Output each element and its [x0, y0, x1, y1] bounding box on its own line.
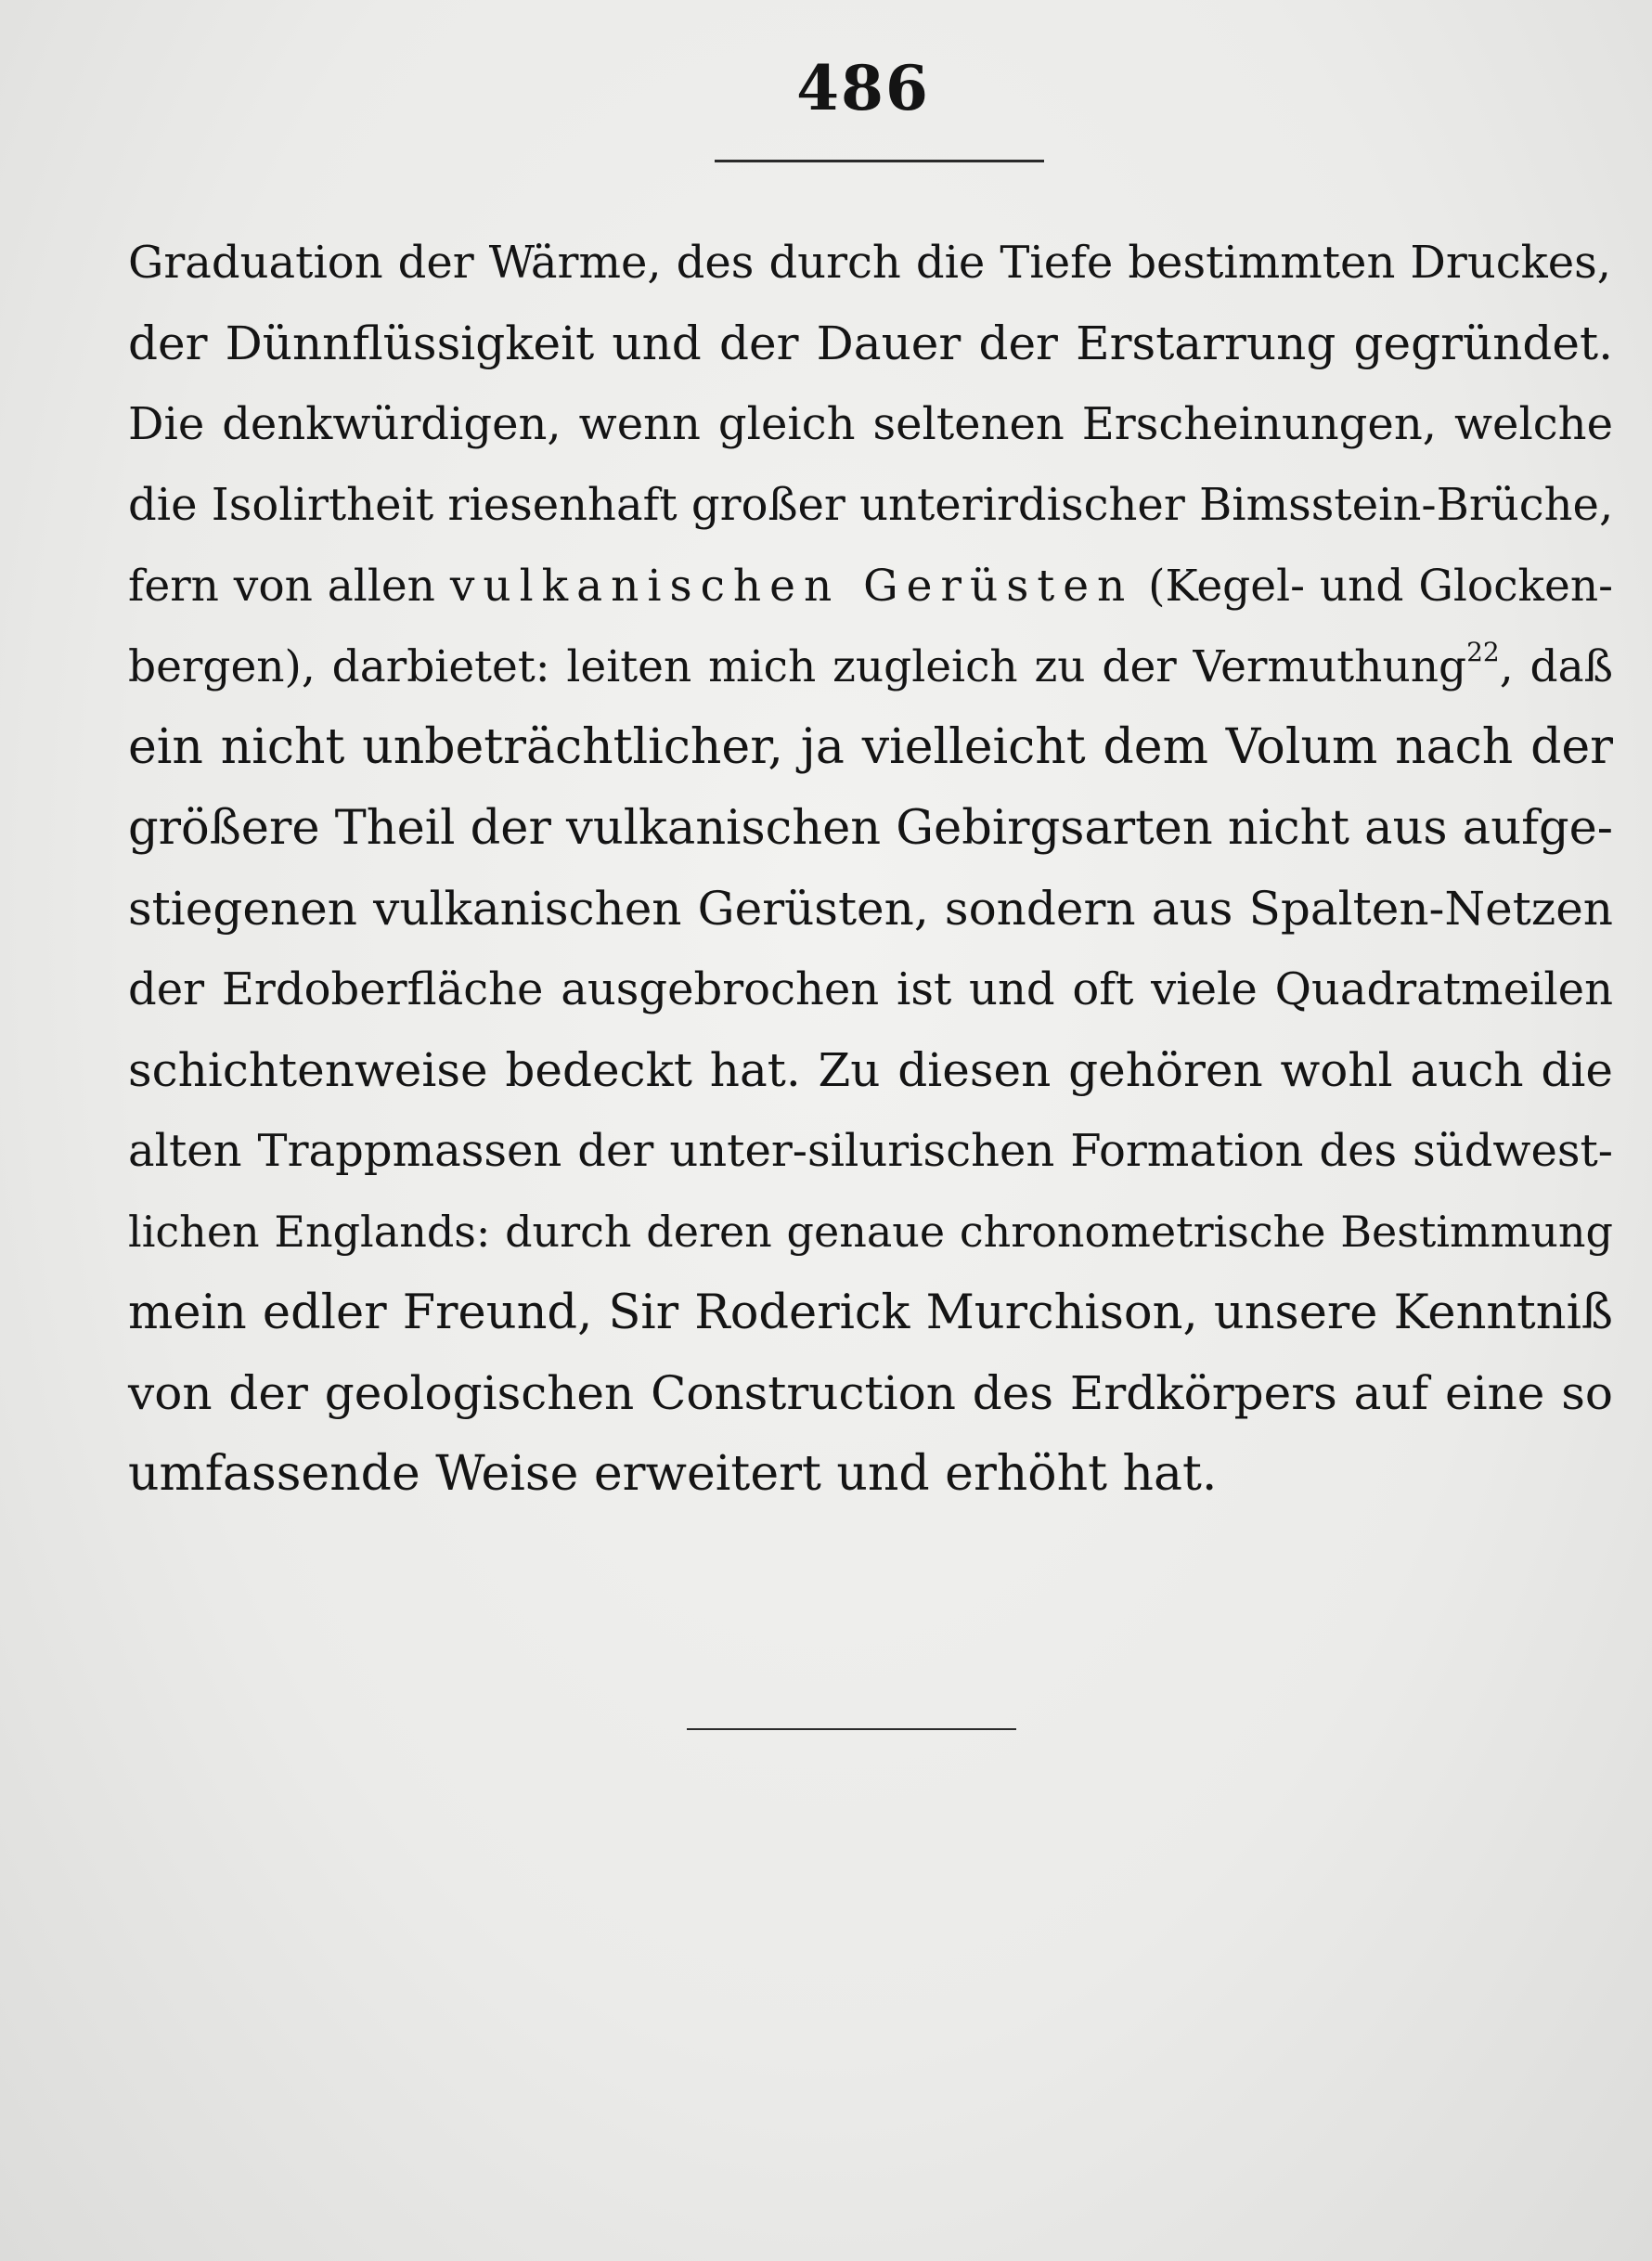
footnote-reference: 22 — [1466, 637, 1500, 667]
end-rule — [687, 1728, 1016, 1730]
text-line-9: stiegenen vulkanischen Gerüsten, sondern aus Spalten-Netzen — [128, 882, 1613, 936]
body-paragraph — [128, 223, 1613, 1515]
text-line-5-end: (Kegel- und Glocken- — [1148, 561, 1613, 612]
header-rule — [715, 160, 1044, 162]
text-line-14: mein edler Freund, Sir Roderick Murchison, unsere Kenntniß — [128, 1286, 1613, 1340]
text-line-3: Die denkwürdigen, wenn gleich seltenen Erscheinungen, welche — [128, 398, 1613, 450]
text-line-10: der Erdoberfläche ausgebrochen ist und oft viele Quadratmeilen — [128, 963, 1613, 1015]
text-line-6-start: bergen), darbietet: leiten mich zugleich zu der Vermuthung — [128, 641, 1467, 692]
text-line-8: größere Theil der vulkanischen Gebirgsarten nicht aus aufge- — [128, 801, 1614, 856]
text-line-5 — [128, 546, 1613, 627]
text-line-12: alten Trappmassen der unter-silurischen Formation des südwest- — [128, 1125, 1613, 1177]
text-line-7: ein nicht unbeträchtlicher, ja vielleicht dem Volum nach der — [128, 719, 1613, 775]
text-line-4: die Isolirtheit riesenhaft großer unterirdischer Bimsstein-Brüche, — [128, 479, 1614, 531]
text-line-1: Graduation der Wärme, des durch die Tiefe bestimmten Druckes, — [128, 237, 1611, 289]
text-line-15: von der geologischen Construction des Erdkörpers auf eine so — [128, 1366, 1613, 1420]
emphasized-phrase: vulkanischen Gerüsten — [449, 561, 1134, 612]
text-line-5-start: fern von allen — [128, 561, 435, 612]
text-line-6-end: , daß — [1499, 641, 1614, 692]
text-line-16: umfassende Weise erweitert und erhöht hat. — [128, 1446, 1218, 1502]
page-number: 486 — [796, 52, 930, 124]
text-line-2: der Dünnflüssigkeit und der Dauer der Erstarrung gegründet. — [128, 317, 1613, 370]
text-line-11: schichtenweise bedeckt hat. Zu diesen gehören wohl auch die — [128, 1043, 1613, 1097]
text-line-6 — [128, 627, 1613, 707]
text-line-13: lichen Englands: durch deren genaue chronometrische Bestimmung — [128, 1207, 1613, 1257]
